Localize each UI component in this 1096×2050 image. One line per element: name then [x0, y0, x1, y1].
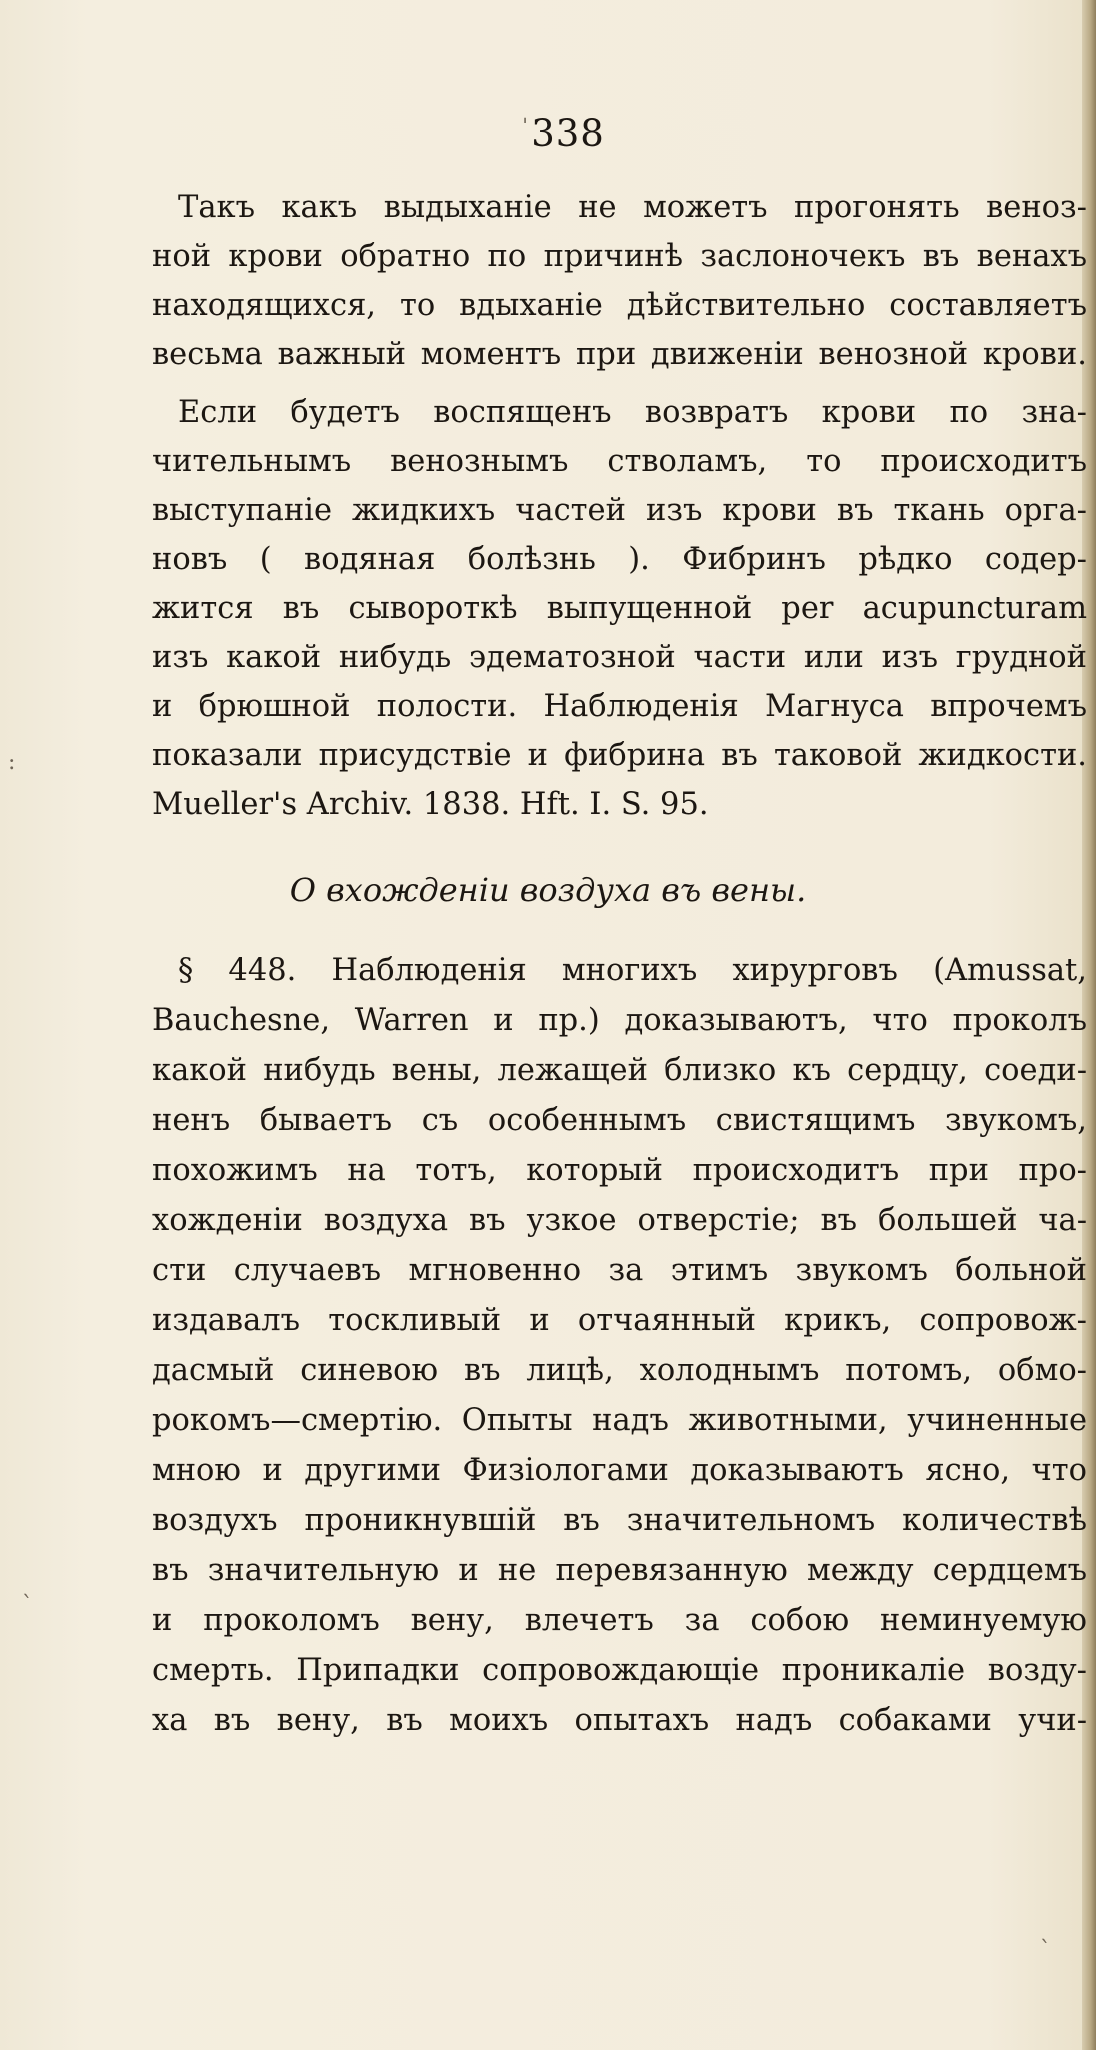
ink-speck: ˈ: [522, 116, 529, 141]
text-line: издавалъ тоскливый и отчаянный крикъ, сопровож-: [152, 1303, 1087, 1338]
text-line: смерть. Припадки сопровождающіе проникаліе возду-: [152, 1653, 1087, 1688]
text-line: ха въ вену, въ моихъ опытахъ надъ собаками учи-: [152, 1703, 1087, 1738]
text-line: воздухъ проникнувшій въ значительномъ количествѣ: [152, 1503, 1087, 1538]
text-line: чительнымъ венознымъ стволамъ, то происходитъ: [152, 444, 1087, 479]
text-line: сти случаевъ мгновенно за этимъ звукомъ больной: [152, 1253, 1087, 1288]
text-line: хожденіи воздуха въ узкое отверстіе; въ большей ча-: [152, 1203, 1087, 1238]
text-line: находящихся, то вдыханіе дѣйствительно составляетъ: [152, 288, 1087, 323]
text-line: похожимъ на тотъ, который происходитъ при про-: [152, 1153, 1087, 1188]
text-line: въ значительную и не перевязанную между сердцемъ: [152, 1553, 1087, 1588]
margin-mark: ˋ: [22, 1593, 33, 1618]
text-line: изъ какой нибудь эдематозной части или изъ грудной: [152, 640, 1087, 675]
text-line: § 448. Наблюденія многихъ хирурговъ (Amussat,: [178, 953, 1087, 988]
text-line: и проколомъ вену, влечетъ за собою неминуемую: [152, 1603, 1087, 1638]
text-line: Bauchesne, Warren и пр.) доказываютъ, что проколъ: [152, 1003, 1087, 1038]
text-line: Mueller's Archiv. 1838. Hft. I. S. 95.: [152, 787, 709, 822]
text-line: показали присудствіе и фибрина въ таковой жидкости.: [152, 738, 1087, 773]
text-line: весьма важный моментъ при движеніи венозной крови.: [152, 337, 1087, 372]
text-line: ной крови обратно по причинѣ заслоночекъ въ венахъ: [152, 239, 1087, 274]
text-line: Если будетъ воспященъ возвратъ крови по зна-: [178, 395, 1087, 430]
text-line: новъ ( водяная болѣзнь ). Фибринъ рѣдко содер-: [152, 542, 1087, 577]
text-line: и брюшной полости. Наблюденія Магнуса впрочемъ: [152, 689, 1087, 724]
section-heading: О вхожденіи воздуха въ вены.: [289, 871, 807, 909]
text-line: мною и другими Физіологами доказываютъ ясно, что: [152, 1453, 1087, 1488]
text-line: дасмый синевою въ лицѣ, холоднымъ потомъ, обмо-: [152, 1353, 1087, 1388]
text-line: жится въ сывороткѣ выпущенной per acupuncturam: [152, 591, 1087, 626]
ink-speck: ˋ: [1040, 1938, 1051, 1963]
margin-mark: :: [8, 750, 16, 775]
text-line: выступаніе жидкихъ частей изъ крови въ ткань орга-: [152, 493, 1087, 528]
text-line: Такъ какъ выдыханіе не можетъ прогонять веноз-: [178, 190, 1087, 225]
text-line: какой нибудь вены, лежащей близко къ сердцу, соеди-: [152, 1053, 1087, 1088]
text-line: рокомъ—смертію. Опыты надъ животными, учиненные: [152, 1403, 1087, 1438]
page-number: 338: [531, 112, 605, 155]
text-line: ненъ бываетъ съ особеннымъ свистящимъ звукомъ,: [152, 1103, 1087, 1138]
